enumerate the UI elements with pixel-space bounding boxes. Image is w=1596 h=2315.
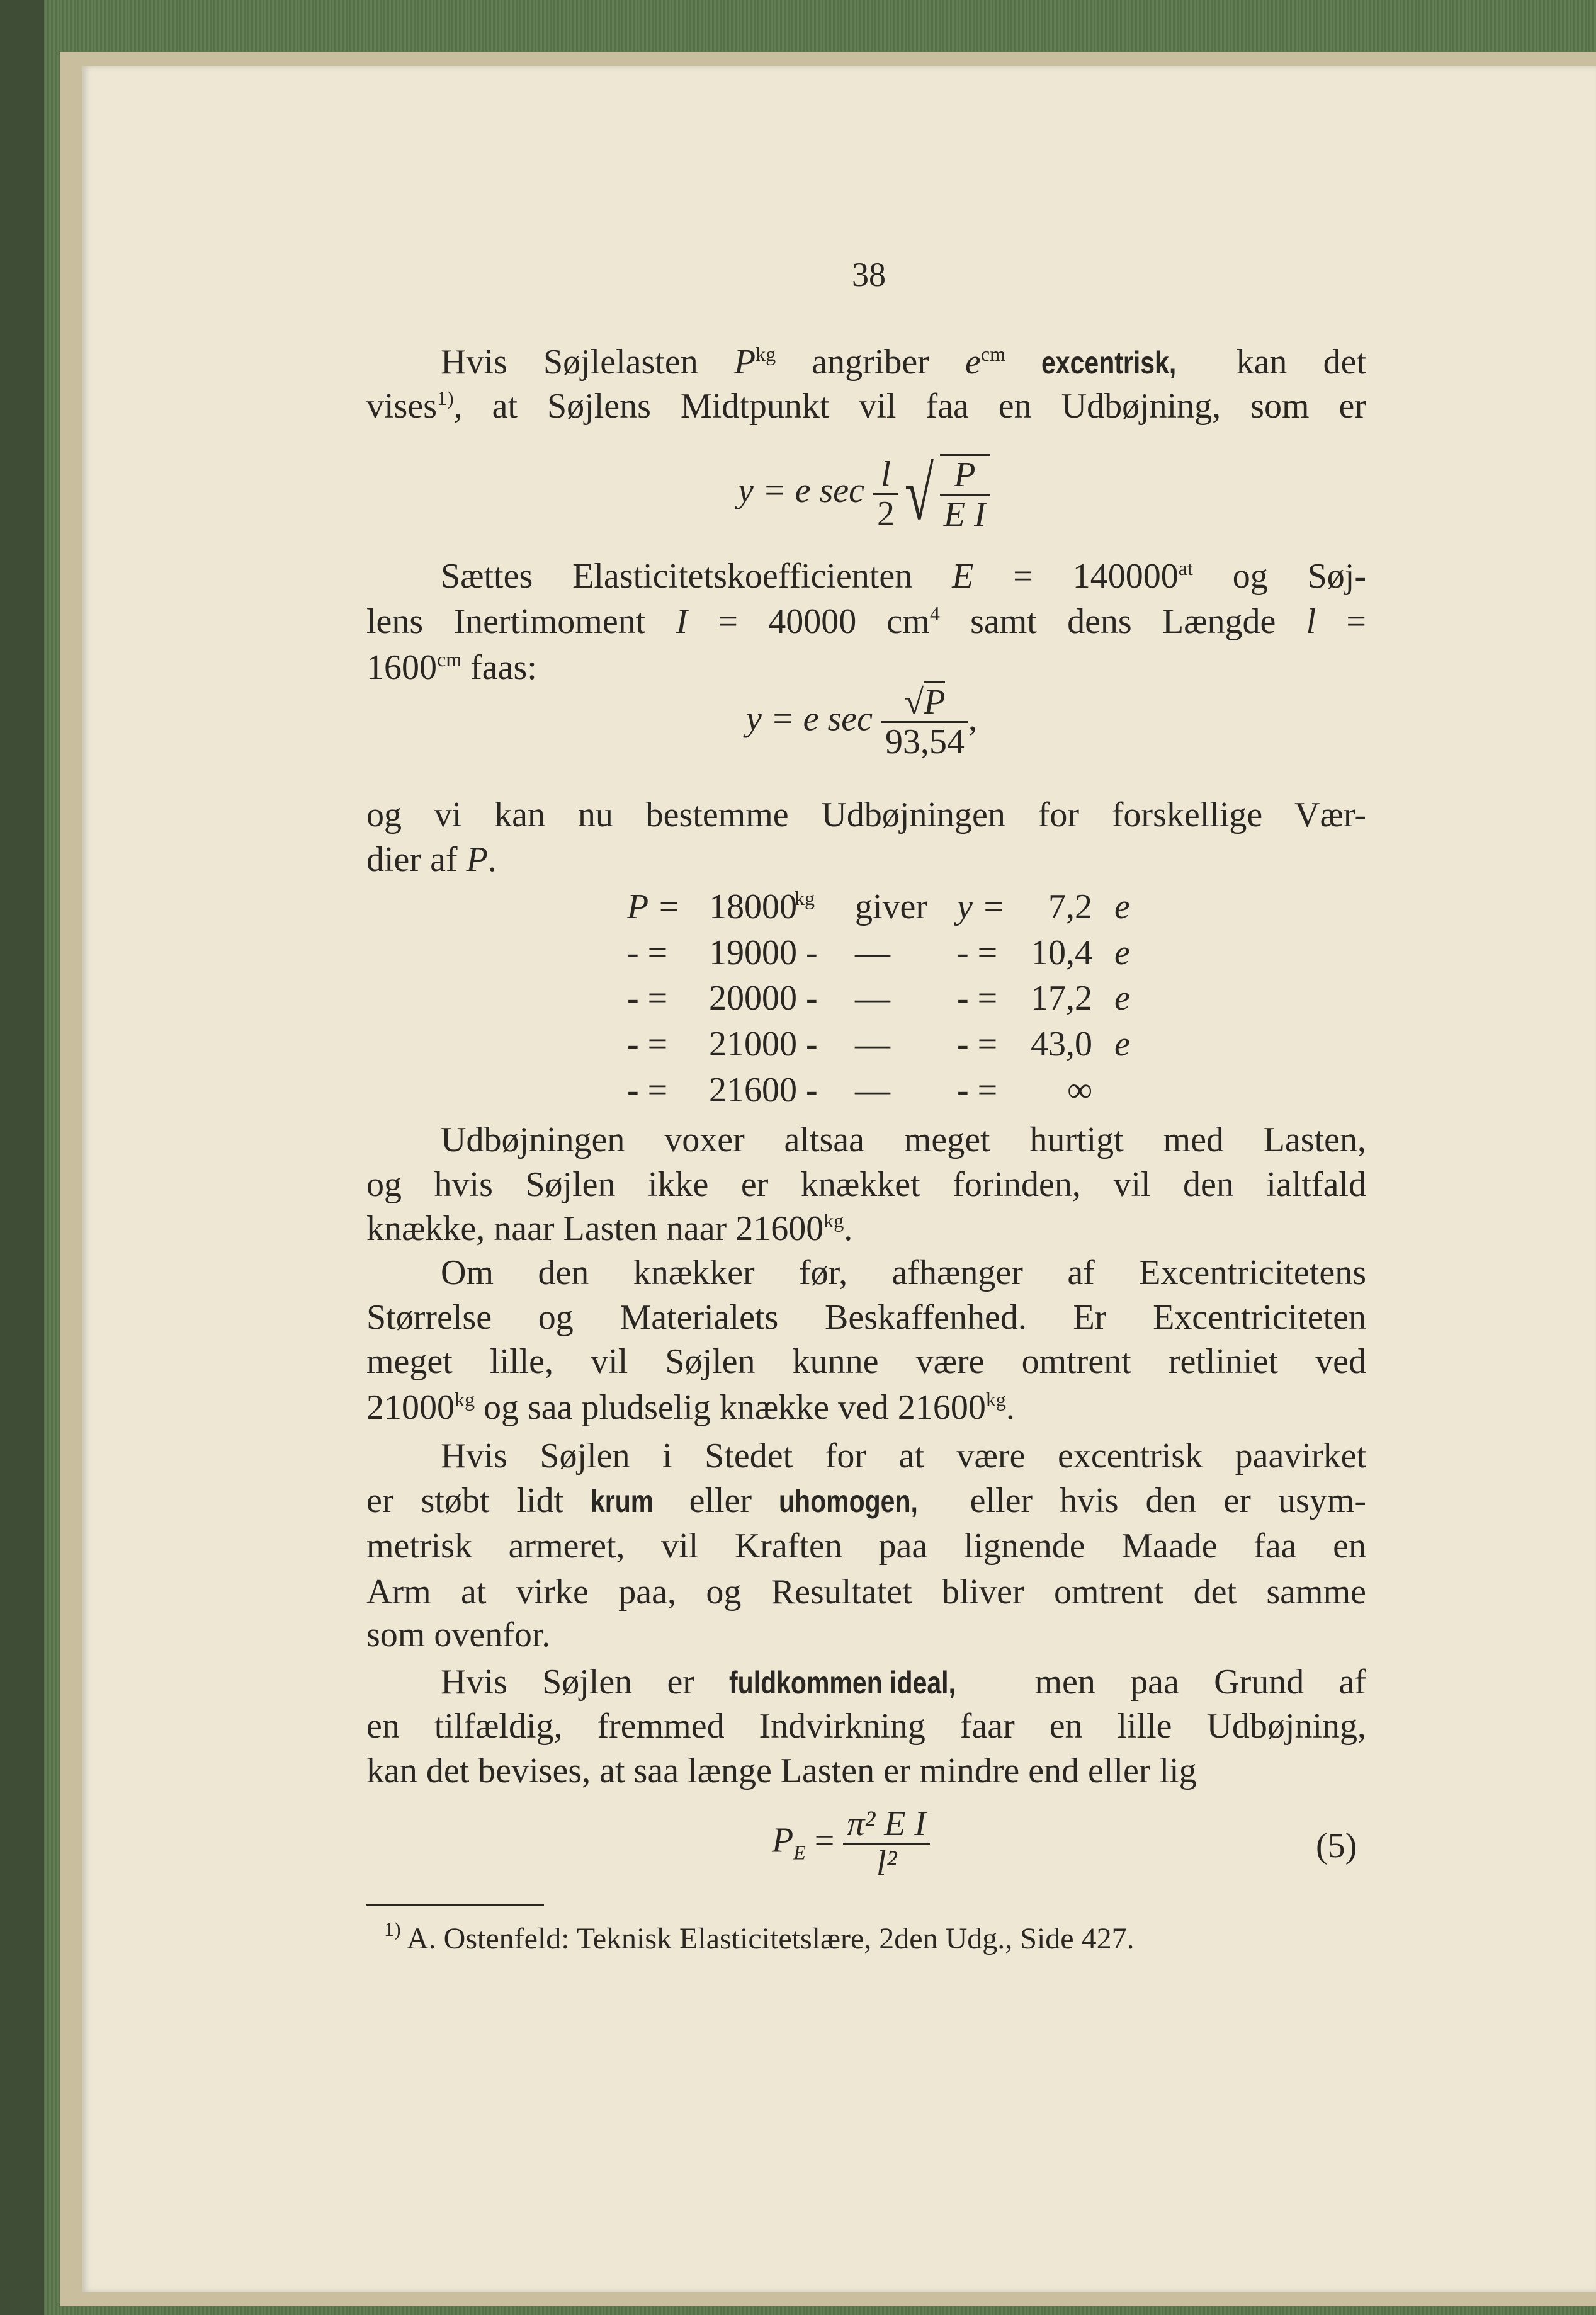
formula-lhs: y = e sec <box>746 699 873 739</box>
text-run: 21000 <box>366 1388 455 1427</box>
text-line <box>366 1478 1366 1523</box>
text-line <box>366 1250 1366 1295</box>
text-run: = <box>1316 602 1366 641</box>
text-run: = 40000 cm <box>688 602 930 641</box>
formula-euler-load <box>772 1805 930 1882</box>
text-line <box>366 1339 1366 1384</box>
denominator: l² <box>876 1844 897 1883</box>
numerator <box>881 683 968 723</box>
table-cell-a: - = <box>627 979 668 1018</box>
table-cell-y: y = <box>957 887 1005 926</box>
table-cell-unit: kg <box>795 887 815 909</box>
bold-emphasis: uhomogen, <box>779 1484 919 1519</box>
table-cell-p: 21000 - <box>709 1025 818 1064</box>
text-run: 1600 <box>366 648 437 687</box>
text-run: eller <box>662 1481 779 1520</box>
text-line <box>366 1748 1366 1794</box>
math-symbol: P <box>733 343 756 382</box>
text-line <box>366 339 1366 385</box>
page-number: 38 <box>852 256 886 293</box>
table-cell-e: e <box>1114 887 1130 926</box>
text-line <box>366 554 1366 599</box>
subscript: E <box>793 1841 806 1864</box>
text-run: Hvis Søjlen i Stedet for at være excentrisk paavirket <box>441 1436 1366 1476</box>
superscript: at <box>1178 557 1193 579</box>
text-line <box>366 599 1366 644</box>
table-cell-v: 10,4 <box>1031 933 1092 972</box>
text-line <box>366 792 1366 838</box>
text-run: Udbøjningen voxer altsaa meget hurtigt med Lasten, <box>441 1120 1366 1159</box>
text-run: Hvis Søjlelasten <box>441 343 734 382</box>
table-cell-giver: — <box>855 933 890 972</box>
denominator: 2 <box>877 494 895 533</box>
formula-comma: , <box>968 699 978 739</box>
text-line <box>366 1206 1366 1251</box>
table-cell-giver: giver <box>855 887 928 926</box>
text-line <box>366 1704 1366 1749</box>
text-line <box>366 1162 1366 1207</box>
radicand: P <box>924 681 945 722</box>
math-symbol: I <box>676 602 688 641</box>
formula-deflection <box>738 450 990 537</box>
text-line <box>366 1117 1366 1163</box>
superscript: kg <box>455 1388 475 1411</box>
text-line <box>366 1569 1366 1615</box>
table-cell-e: e <box>1114 979 1130 1018</box>
text-line <box>366 1659 1366 1705</box>
table-cell-giver: — <box>855 1025 890 1064</box>
table-cell-v: 43,0 <box>1031 1025 1092 1064</box>
formula-lhs: P <box>772 1821 794 1860</box>
text-run: og Søj- <box>1192 557 1366 596</box>
text-run: vises <box>366 387 437 426</box>
table-cell-y: - = <box>957 979 998 1018</box>
equals: = <box>805 1821 835 1860</box>
table-cell-a: - = <box>627 1025 668 1064</box>
text-line <box>366 1433 1366 1479</box>
table-cell-y: - = <box>957 1071 998 1110</box>
math-symbol: E <box>952 557 974 596</box>
table-cell-v: ∞ <box>1067 1071 1092 1110</box>
text-run: = 140000 <box>973 557 1179 596</box>
text-run: Arm at virke paa, og Resultatet bliver omtrent det samme <box>366 1573 1366 1612</box>
superscript: 1) <box>437 387 454 409</box>
table-cell-p: 18000 <box>709 887 797 926</box>
table-cell-p: 21600 - <box>709 1071 818 1110</box>
table-cell-giver: — <box>855 979 890 1018</box>
table-cell-v: 17,2 <box>1031 979 1092 1018</box>
text-run: angriber <box>776 343 965 382</box>
table-cell-p: 19000 - <box>709 933 818 972</box>
table-cell-v: 7,2 <box>1048 887 1092 926</box>
formula-lhs: y = e sec <box>738 470 865 510</box>
footnote <box>384 1916 1135 1962</box>
table-cell-y: - = <box>957 1025 998 1064</box>
text-run: . <box>844 1209 853 1248</box>
text-run: Sættes Elasticitetskoefficienten <box>441 557 953 596</box>
table-cell-giver: — <box>855 1071 890 1110</box>
text-run: dier af <box>366 840 467 879</box>
fraction <box>881 683 968 761</box>
numerator: l <box>873 455 898 495</box>
superscript: kg <box>756 343 776 365</box>
book-spine <box>0 0 44 2315</box>
text-line <box>366 384 1366 429</box>
superscript: 4 <box>929 602 940 625</box>
text-line <box>366 1385 1366 1430</box>
table-cell-y: - = <box>957 933 998 972</box>
table-cell-a: P = <box>627 887 681 926</box>
math-symbol: e <box>965 343 981 382</box>
text-line <box>366 837 1366 882</box>
text-run: er støbt lidt <box>366 1481 591 1520</box>
superscript: cm <box>437 648 462 671</box>
math-symbol: l <box>1306 602 1316 641</box>
table-cell-e: e <box>1114 1025 1130 1064</box>
denominator: 93,54 <box>885 722 965 761</box>
numerator: P <box>940 456 990 496</box>
text-run: og hvis Søjlen ikke er knækket forinden, vil den ialtfald <box>366 1165 1366 1204</box>
superscript: cm <box>980 343 1005 365</box>
text-run: Størrelse og Materialets Beskaffenhed. Er Excentriciteten <box>366 1298 1366 1337</box>
bold-emphasis: krum <box>591 1484 654 1519</box>
numerator: π² E I <box>843 1805 930 1845</box>
text-run <box>1005 343 1041 382</box>
text-run: lens Inertimoment <box>366 602 676 641</box>
text-run: faas: <box>461 648 537 687</box>
fraction <box>873 455 898 533</box>
text-run: meget lille, vil Søjlen kunne være omtrent retliniet ved <box>366 1342 1366 1381</box>
radical-sign-icon: √ <box>904 683 924 722</box>
equation-number: (5) <box>1316 1826 1357 1865</box>
table-cell-a: - = <box>627 933 668 972</box>
footnote-rule <box>366 1904 544 1906</box>
bold-emphasis: excentrisk, <box>1041 345 1177 380</box>
text-run: som ovenfor. <box>366 1615 551 1654</box>
text-run: men paa Grund af <box>1000 1663 1367 1702</box>
text-line <box>366 1295 1366 1340</box>
math-symbol: P <box>466 840 488 879</box>
text-run: Om den knækker før, afhænger af Excentricitetens <box>441 1253 1366 1292</box>
text-run: . <box>487 840 497 879</box>
radicand <box>940 454 990 533</box>
table-cell-e: e <box>1114 933 1130 972</box>
text-run: kan det bevises, at saa længe Lasten er mindre end eller lig <box>366 1751 1197 1790</box>
radical-sign-icon: √ <box>904 452 934 535</box>
fraction <box>843 1805 930 1882</box>
text-run: , at Søjlens Midtpunkt vil faa en Udbøjning, som er <box>453 387 1366 426</box>
text-run: metrisk armeret, vil Kraften paa lignende Maade faa en <box>366 1527 1366 1566</box>
text-line <box>366 1612 1366 1658</box>
text-run: . <box>1005 1388 1015 1427</box>
text-run: kan det <box>1200 343 1367 382</box>
text-run: samt dens Længde <box>939 602 1306 641</box>
footnote-mark: 1) <box>384 1918 401 1940</box>
text-run: en tilfældig, fremmed Indvirkning faar en lille Udbøjning, <box>366 1707 1366 1746</box>
denominator: E I <box>943 495 986 534</box>
square-root <box>898 450 990 537</box>
superscript: kg <box>985 1388 1006 1411</box>
footnote-text: A. Ostenfeld: Teknisk Elasticitetslære, 2den Udg., Side 427. <box>400 1922 1135 1955</box>
text-run: Hvis Søjlen er <box>441 1663 730 1702</box>
table-cell-a: - = <box>627 1071 668 1110</box>
text-run: knække, naar Lasten naar 21600 <box>366 1209 824 1248</box>
text-run: og saa pludselig knække ved 21600 <box>475 1388 986 1427</box>
text-line <box>366 1523 1366 1569</box>
text-run: eller hvis den er usym- <box>942 1481 1367 1520</box>
table-cell-p: 20000 - <box>709 979 818 1018</box>
superscript: kg <box>823 1209 844 1232</box>
formula-deflection-numeric <box>746 683 977 761</box>
bold-emphasis: fuldkommen ideal, <box>729 1665 956 1700</box>
text-run: og vi kan nu bestemme Udbøjningen for forskellige Vær- <box>366 795 1366 834</box>
